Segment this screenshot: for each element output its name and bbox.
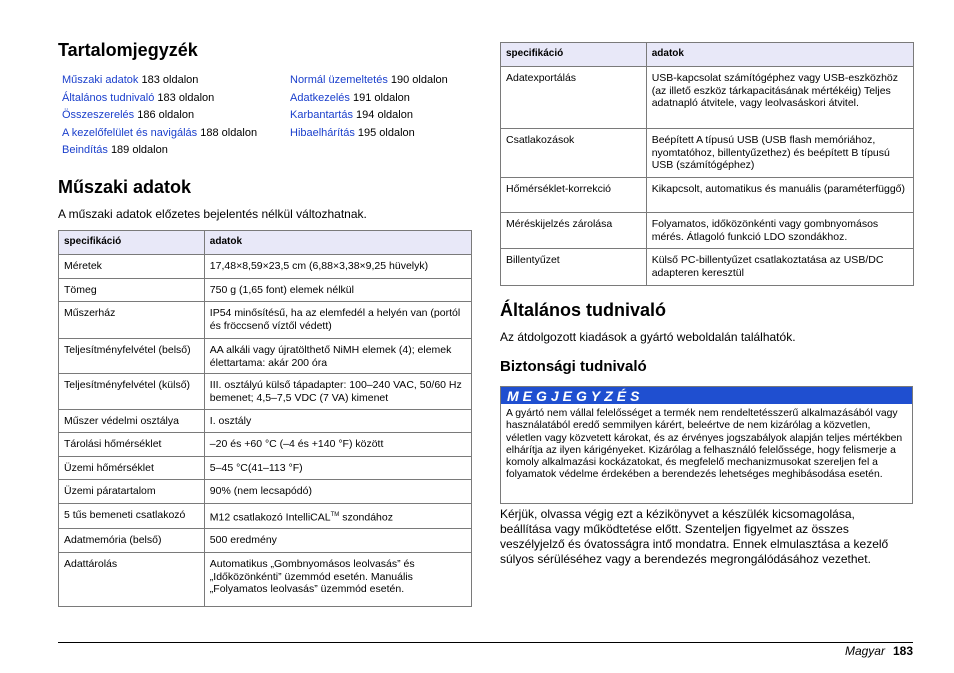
spec-cell: Műszer védelmi osztálya (59, 410, 205, 433)
toc-link[interactable]: Hibaelhárítás (290, 126, 355, 139)
table-row (59, 410, 472, 433)
spec-cell: Adattárolás (59, 553, 205, 607)
safety-body: Kérjük, olvassa végig ezt a kézikönyvet a készülék kicsomagolása, beállítása vagy működtetése előtt. Szenteljen figyelmet az összes veszélyjelző és óvatosságra intő mondatra. Ennek elmulasztása a kezelő súlyos sérüléséhez vagy a berendezés megrongálódásához vezethet. (500, 507, 889, 566)
toc-page: 194 oldalon (356, 109, 413, 121)
table-row (501, 178, 914, 213)
table-row (59, 302, 472, 339)
table-row (59, 504, 472, 529)
spec-cell: Adatexportálás (501, 67, 647, 129)
toc-entry (62, 143, 257, 161)
page-number: 183 (892, 644, 913, 658)
data-cell: Folyamatos, időközönkénti vagy gombnyomásos mérés. Átlagoló funkció LDO szondákhoz. (646, 213, 913, 249)
spec-cell: Üzemi hőmérséklet (59, 457, 205, 480)
data-cell: 17,48×8,59×23,5 cm (6,88×3,38×9,25 hüvelyk) (204, 255, 471, 279)
toc-link[interactable]: Műszaki adatok (62, 74, 139, 86)
general-text: Az átdolgozott kiadások a gyártó weboldalán találhatók. (500, 330, 796, 344)
toc-column-left (62, 73, 257, 161)
data-cell: IP54 minősítésű, ha az elemfedél a helyén van (portól és fröccsenő víztől védett) (204, 302, 471, 339)
table-row (59, 529, 472, 553)
toc-page: 191 oldalon (353, 91, 410, 104)
toc-entry (62, 91, 257, 109)
data-cell (204, 504, 471, 529)
table-row (59, 553, 472, 607)
general-heading: Általános tudnivaló (500, 300, 667, 320)
data-cell: 500 eredmény (204, 529, 471, 553)
data-cell: –20 és +60 °C (–4 és +140 °F) között (204, 433, 471, 457)
data-cell: 750 g (1,65 font) elemek nélkül (204, 279, 471, 302)
table-row (59, 433, 472, 457)
table-row (59, 255, 472, 279)
data-text: szondához (339, 511, 393, 524)
data-text: M12 csatlakozó IntelliCAL (209, 511, 331, 524)
note-box (500, 386, 913, 504)
spec-cell: Műszerház (59, 302, 205, 339)
table-row (59, 279, 472, 302)
toc-link[interactable]: Normál üzemeltetés (290, 74, 388, 86)
spec-cell: Tömeg (59, 279, 205, 302)
data-cell: 90% (nem lecsapódó) (204, 480, 471, 504)
toc-entry (290, 73, 448, 91)
toc-link[interactable]: Általános tudnivaló (62, 91, 155, 104)
data-cell: AA alkáli vagy újratölthető NiMH elemek (4); elemek élettartama: akár 200 óra (204, 339, 471, 374)
toc-column-right (290, 73, 448, 143)
specs-heading: Műszaki adatok (58, 177, 192, 197)
note-label: MEGJEGYZÉS (501, 387, 912, 404)
spec-cell: Billentyűzet (501, 249, 647, 286)
toc-entry (62, 73, 257, 91)
table-row (59, 339, 472, 374)
toc-page: 189 oldalon (110, 144, 168, 156)
spec-cell: Hőmérséklet-korrekció (501, 178, 647, 213)
toc-entry (290, 91, 448, 109)
table-row (501, 129, 914, 178)
trademark-sup: TM (330, 512, 340, 518)
toc-entry (62, 108, 257, 126)
toc-page: 186 oldalon (137, 109, 195, 121)
column-header-data: adatok (204, 231, 471, 255)
table-row (59, 374, 472, 410)
toc-page: 183 oldalon (157, 91, 215, 104)
column-header-spec: specifikáció (501, 43, 647, 67)
table-row (501, 67, 914, 129)
toc-entry (290, 126, 448, 144)
spec-cell: Adatmemória (belső) (59, 529, 205, 553)
page-footer (845, 644, 913, 658)
toc-link[interactable]: Beindítás (62, 144, 108, 156)
spec-cell: Méretek (59, 255, 205, 279)
table-header-row (59, 231, 472, 255)
toc-heading: Tartalomjegyzék (58, 40, 198, 60)
data-cell: Külső PC-billentyűzet csatlakoztatása az USB/DC adapteren keresztül (646, 249, 913, 286)
safety-heading: Biztonsági tudnivaló (500, 358, 647, 375)
table-header-row (501, 43, 914, 67)
spec-cell: Csatlakozások (501, 129, 647, 178)
data-cell: Automatikus „Gombnyomásos leolvasás” és „Időközönkénti” üzemmód esetén. Manuális „Folyamatos leolvasás” üzemmód esetén. (204, 553, 471, 607)
specs-intro: A műszaki adatok előzetes bejelentés nélkül változhatnak. (58, 207, 367, 221)
toc-page: 188 oldalon (200, 126, 258, 139)
data-cell: III. osztályú külső tápadapter: 100–240 VAC, 50/60 Hz bemenet; 4,5–7,5 VDC (7 VA) kimenet (204, 374, 471, 410)
table-row (59, 480, 472, 504)
data-cell: Beépített A típusú USB (USB flash memóriához, nyomtatóhoz, billentyűzethez) és beépített B típusú USB (számítógéphez) (646, 129, 913, 178)
data-cell: USB-kapcsolat számítógéphez vagy USB-eszközhöz (az illető eszköz tárkapacitásának mértékéig) Teljes adatnapló átvitele, vagy leolvasáskori átvitel. (646, 67, 913, 129)
toc-link[interactable]: Karbantartás (290, 109, 353, 121)
toc-page: 190 oldalon (390, 74, 448, 86)
table-row (501, 249, 914, 286)
table-row (59, 457, 472, 480)
specs-table-continued (500, 42, 914, 286)
toc-link[interactable]: Összeszerelés (62, 109, 135, 121)
spec-cell: 5 tűs bemeneti csatlakozó (59, 504, 205, 529)
spec-cell: Teljesítményfelvétel (belső) (59, 339, 205, 374)
spec-cell: Üzemi páratartalom (59, 480, 205, 504)
specs-table (58, 230, 472, 607)
toc-page: 195 oldalon (357, 126, 415, 139)
spec-cell: Tárolási hőmérséklet (59, 433, 205, 457)
toc-link[interactable]: Adatkezelés (290, 91, 350, 104)
footer-language: Magyar (844, 644, 885, 658)
table-row (501, 213, 914, 249)
footer-divider (58, 642, 913, 643)
data-cell: I. osztály (204, 410, 471, 433)
toc-entry (62, 126, 257, 144)
data-cell: 5–45 °C(41–113 °F) (204, 457, 471, 480)
data-cell: Kikapcsolt, automatikus és manuális (paraméterfüggő) (646, 178, 913, 213)
spec-cell: Méréskijelzés zárolása (501, 213, 647, 249)
toc-entry (290, 108, 448, 126)
spec-cell: Teljesítményfelvétel (külső) (59, 374, 205, 410)
column-header-spec: specifikáció (59, 231, 205, 255)
toc-link[interactable]: A kezelőfelület és navigálás (62, 126, 198, 139)
column-header-data: adatok (646, 43, 913, 67)
note-text: A gyártó nem vállal felelősséget a termék nem rendeltetésszerű alkalmazásából vagy használatából eredő semmilyen kárért, beleértve de nem kizárólag a közvetlen, véletlen vagy közvetett károkat, és az érvényes jogszabályok alapján teljes mértékben elhárítja az ilyen kárigényeket. Kizárólag a felhasználó felelőssége, hogy felismerje a komoly alkalmazási kockázatokat, és megfelelő mechanizmusokat szereljen fel a folyamatok védelme érdekében a berendezés lehetséges meghibásodása esetén. (506, 408, 903, 481)
toc-page: 183 oldalon (141, 74, 199, 86)
